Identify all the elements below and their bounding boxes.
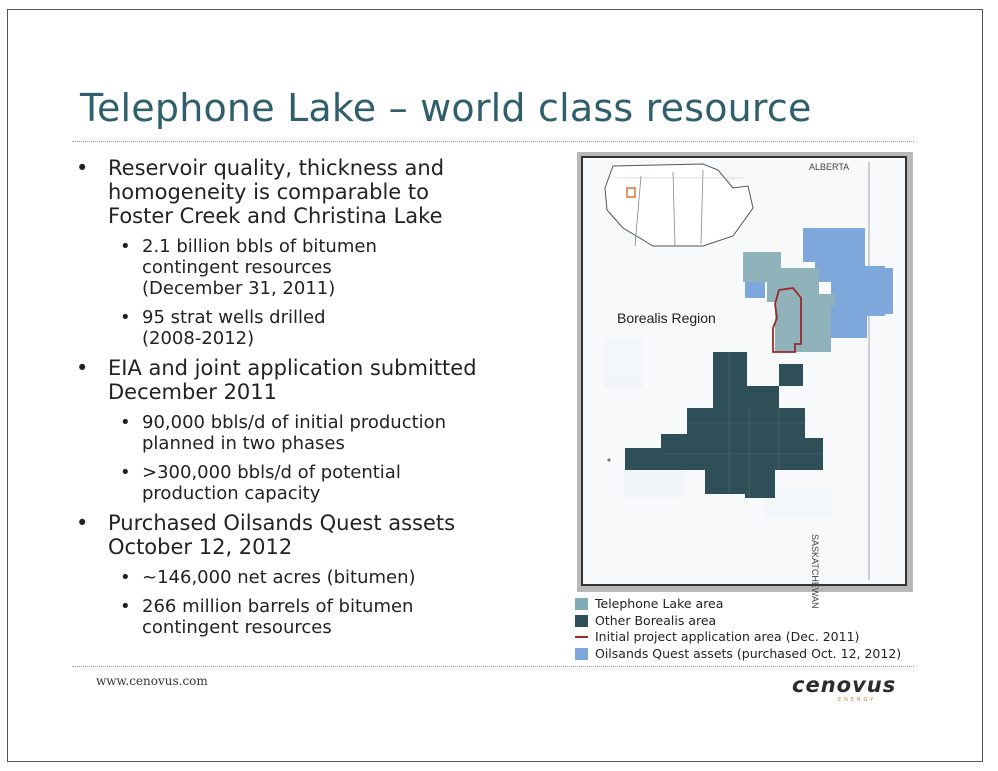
sub-bullet-item [74,412,564,454]
cenovus-logo [790,675,900,705]
inset-map [605,164,753,246]
sub-bullet-text-line: ~146,000 net acres (bitumen) [142,567,416,588]
bullet-marker: • [76,156,89,180]
sub-bullet-item [74,236,564,299]
footer-divider [72,666,914,667]
sub-bullet-item [74,462,564,504]
sub-bullet-text-line: 90,000 bbls/d of initial production [142,412,447,433]
legend-item [575,646,901,663]
region-label: Borealis Region [617,310,716,326]
legend-label: Other Borealis area [595,612,717,628]
sub-bullet-text-line: (December 31, 2011) [142,278,336,299]
map-legend [575,596,901,662]
bullet-marker: • [76,511,89,535]
sub-bullet-text-line: >300,000 bbls/d of potential [142,462,401,483]
bullet-item [74,511,564,559]
bullet-text-line: October 12, 2012 [108,535,293,559]
legend-item [575,596,901,613]
bullet-item [74,356,564,404]
slide-title: Telephone Lake – world class resource [80,86,812,130]
sub-bullet-text-line: 266 million barrels of bitumen [142,596,414,617]
sub-bullet-text-line: 2.1 billion bbls of bitumen [142,236,377,257]
bullet-text-line: homogeneity is comparable to [108,180,429,204]
province-label: ALBERTA [809,162,850,172]
legend-swatch [575,598,588,610]
legend-label: Initial project application area (Dec. 2011) [595,629,860,644]
logo-wordmark: cenovus [792,673,897,697]
sub-bullet-item [74,596,564,638]
legend-label: Telephone Lake area [595,596,724,611]
title-divider [72,141,914,142]
sub-bullet-text-line: (2008-2012) [142,328,255,349]
logo-subtext: ENERGY [838,697,877,703]
bullet-marker: • [76,356,89,380]
legend-swatch [575,615,588,627]
map-svg [583,158,905,584]
legend-item [575,629,901,646]
sub-bullet-marker: • [120,567,131,588]
sub-bullet-item [74,307,564,349]
sub-bullet-marker: • [120,412,131,433]
border-label: SASKATCHEWAN [810,534,820,609]
sub-bullet-text-line: planned in two phases [142,433,345,454]
sub-bullet-marker: • [120,462,131,483]
legend-swatch [575,636,588,638]
bullet-item [74,156,564,228]
footer-url[interactable]: www.cenovus.com [96,674,208,688]
bullet-text-line: Foster Creek and Christina Lake [108,204,443,228]
town-marker [607,458,610,461]
sub-bullet-text-line: contingent resources [142,617,332,638]
legend-label: Oilsands Quest assets (purchased Oct. 12, 2012) [595,645,902,661]
sub-bullet-text-line: contingent resources [142,257,332,278]
sub-bullet-marker: • [120,307,131,328]
sub-bullet-marker: • [120,596,131,617]
bullet-text-line: Purchased Oilsands Quest assets [108,511,456,535]
bullet-text-line: EIA and joint application submitted [108,356,477,380]
legend-swatch [575,648,588,660]
bullet-list [74,156,564,638]
sub-bullet-text-line: 95 strat wells drilled [142,307,326,328]
legend-item [575,613,901,630]
sub-bullet-item [74,567,564,588]
bullet-text-line: December 2011 [108,380,278,404]
bullet-text-line: Reservoir quality, thickness and [108,156,445,180]
sub-bullet-text-line: production capacity [142,483,321,504]
sub-bullet-marker: • [120,236,131,257]
